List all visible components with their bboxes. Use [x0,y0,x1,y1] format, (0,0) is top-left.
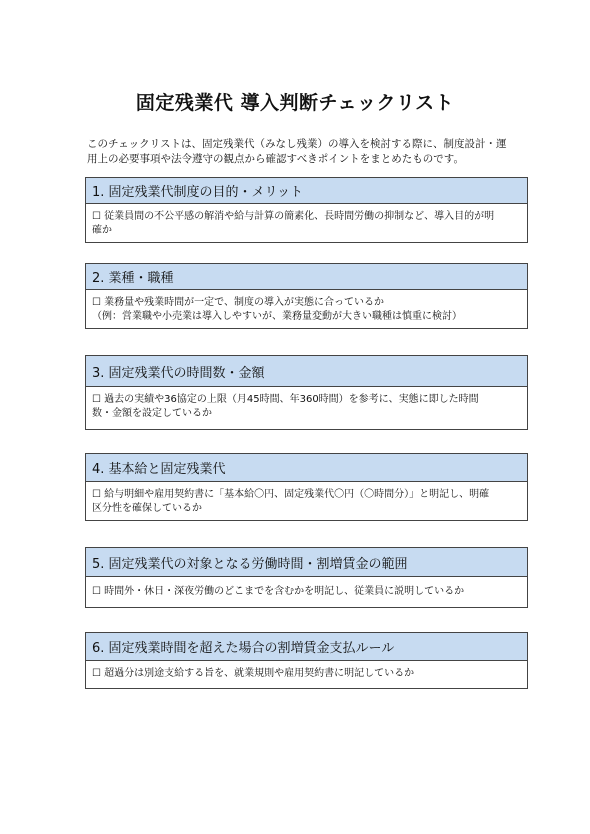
section-body [86,482,527,516]
checklist-item: ☐ 従業員間の不公平感の解消や給与計算の簡素化、長時間労働の抑制など、導入目的が明 [92,211,495,222]
checklist-section-3 [85,355,528,430]
checklist-section-6 [85,632,528,689]
checklist-item-continued: 数・金額を設定しているか [92,408,212,419]
section-body [86,290,527,324]
section-heading: 5. 固定残業代の対象となる労働時間・割増賃金の範囲 [86,548,527,577]
checklist-section-1 [85,177,528,243]
section-heading: 4. 基本給と固定残業代 [86,454,527,482]
checklist-item: ☐ 過去の実績や36協定の上限（月45時間、年360時間）を参考に、実態に即した時間 [92,394,479,405]
checklist-item-continued: 確か [92,225,112,236]
checklist-item: ☐ 超過分は別途支給する旨を、就業規則や雇用契約書に明記しているか [92,668,415,679]
intro-text [87,137,527,167]
page-title: 固定残業代 導入判断チェックリスト [135,92,455,114]
checklist-section-5 [85,547,528,608]
section-body [86,204,527,238]
checklist-item: ☐ 時間外・休日・深夜労働のどこまでを含むかを明記し、従業員に説明しているか [92,586,465,597]
checklist-item-note: （例：営業職や小売業は導入しやすいが、業務量変動が大きい職種は慎重に検討） [92,311,462,322]
section-body [86,661,527,681]
section-body [86,577,527,599]
intro-line-1: このチェックリストは、固定残業代（みなし残業）の導入を検討する際に、制度設計・運 [87,138,507,150]
checklist-item: ☐ 給与明細や雇用契約書に「基本給〇円、固定残業代〇円（〇時間分）」と明記し、明確 [92,489,490,500]
section-heading: 1. 固定残業代制度の目的・メリット [86,178,527,204]
checklist-section-4 [85,453,528,521]
section-body [86,387,527,421]
section-heading: 3. 固定残業代の時間数・金額 [86,356,527,387]
checklist-section-2 [85,263,528,329]
intro-line-2: 用上の必要事項や法令遵守の観点から確認すべきポイントをまとめたものです。 [87,153,464,165]
section-heading: 2. 業種・職種 [86,264,527,290]
checklist-item-continued: 区分性を確保しているか [92,503,202,514]
checklist-item: ☐ 業務量や残業時間が一定で、制度の導入が実態に合っているか [92,297,384,308]
section-heading: 6. 固定残業時間を超えた場合の割増賃金支払ルール [86,633,527,661]
